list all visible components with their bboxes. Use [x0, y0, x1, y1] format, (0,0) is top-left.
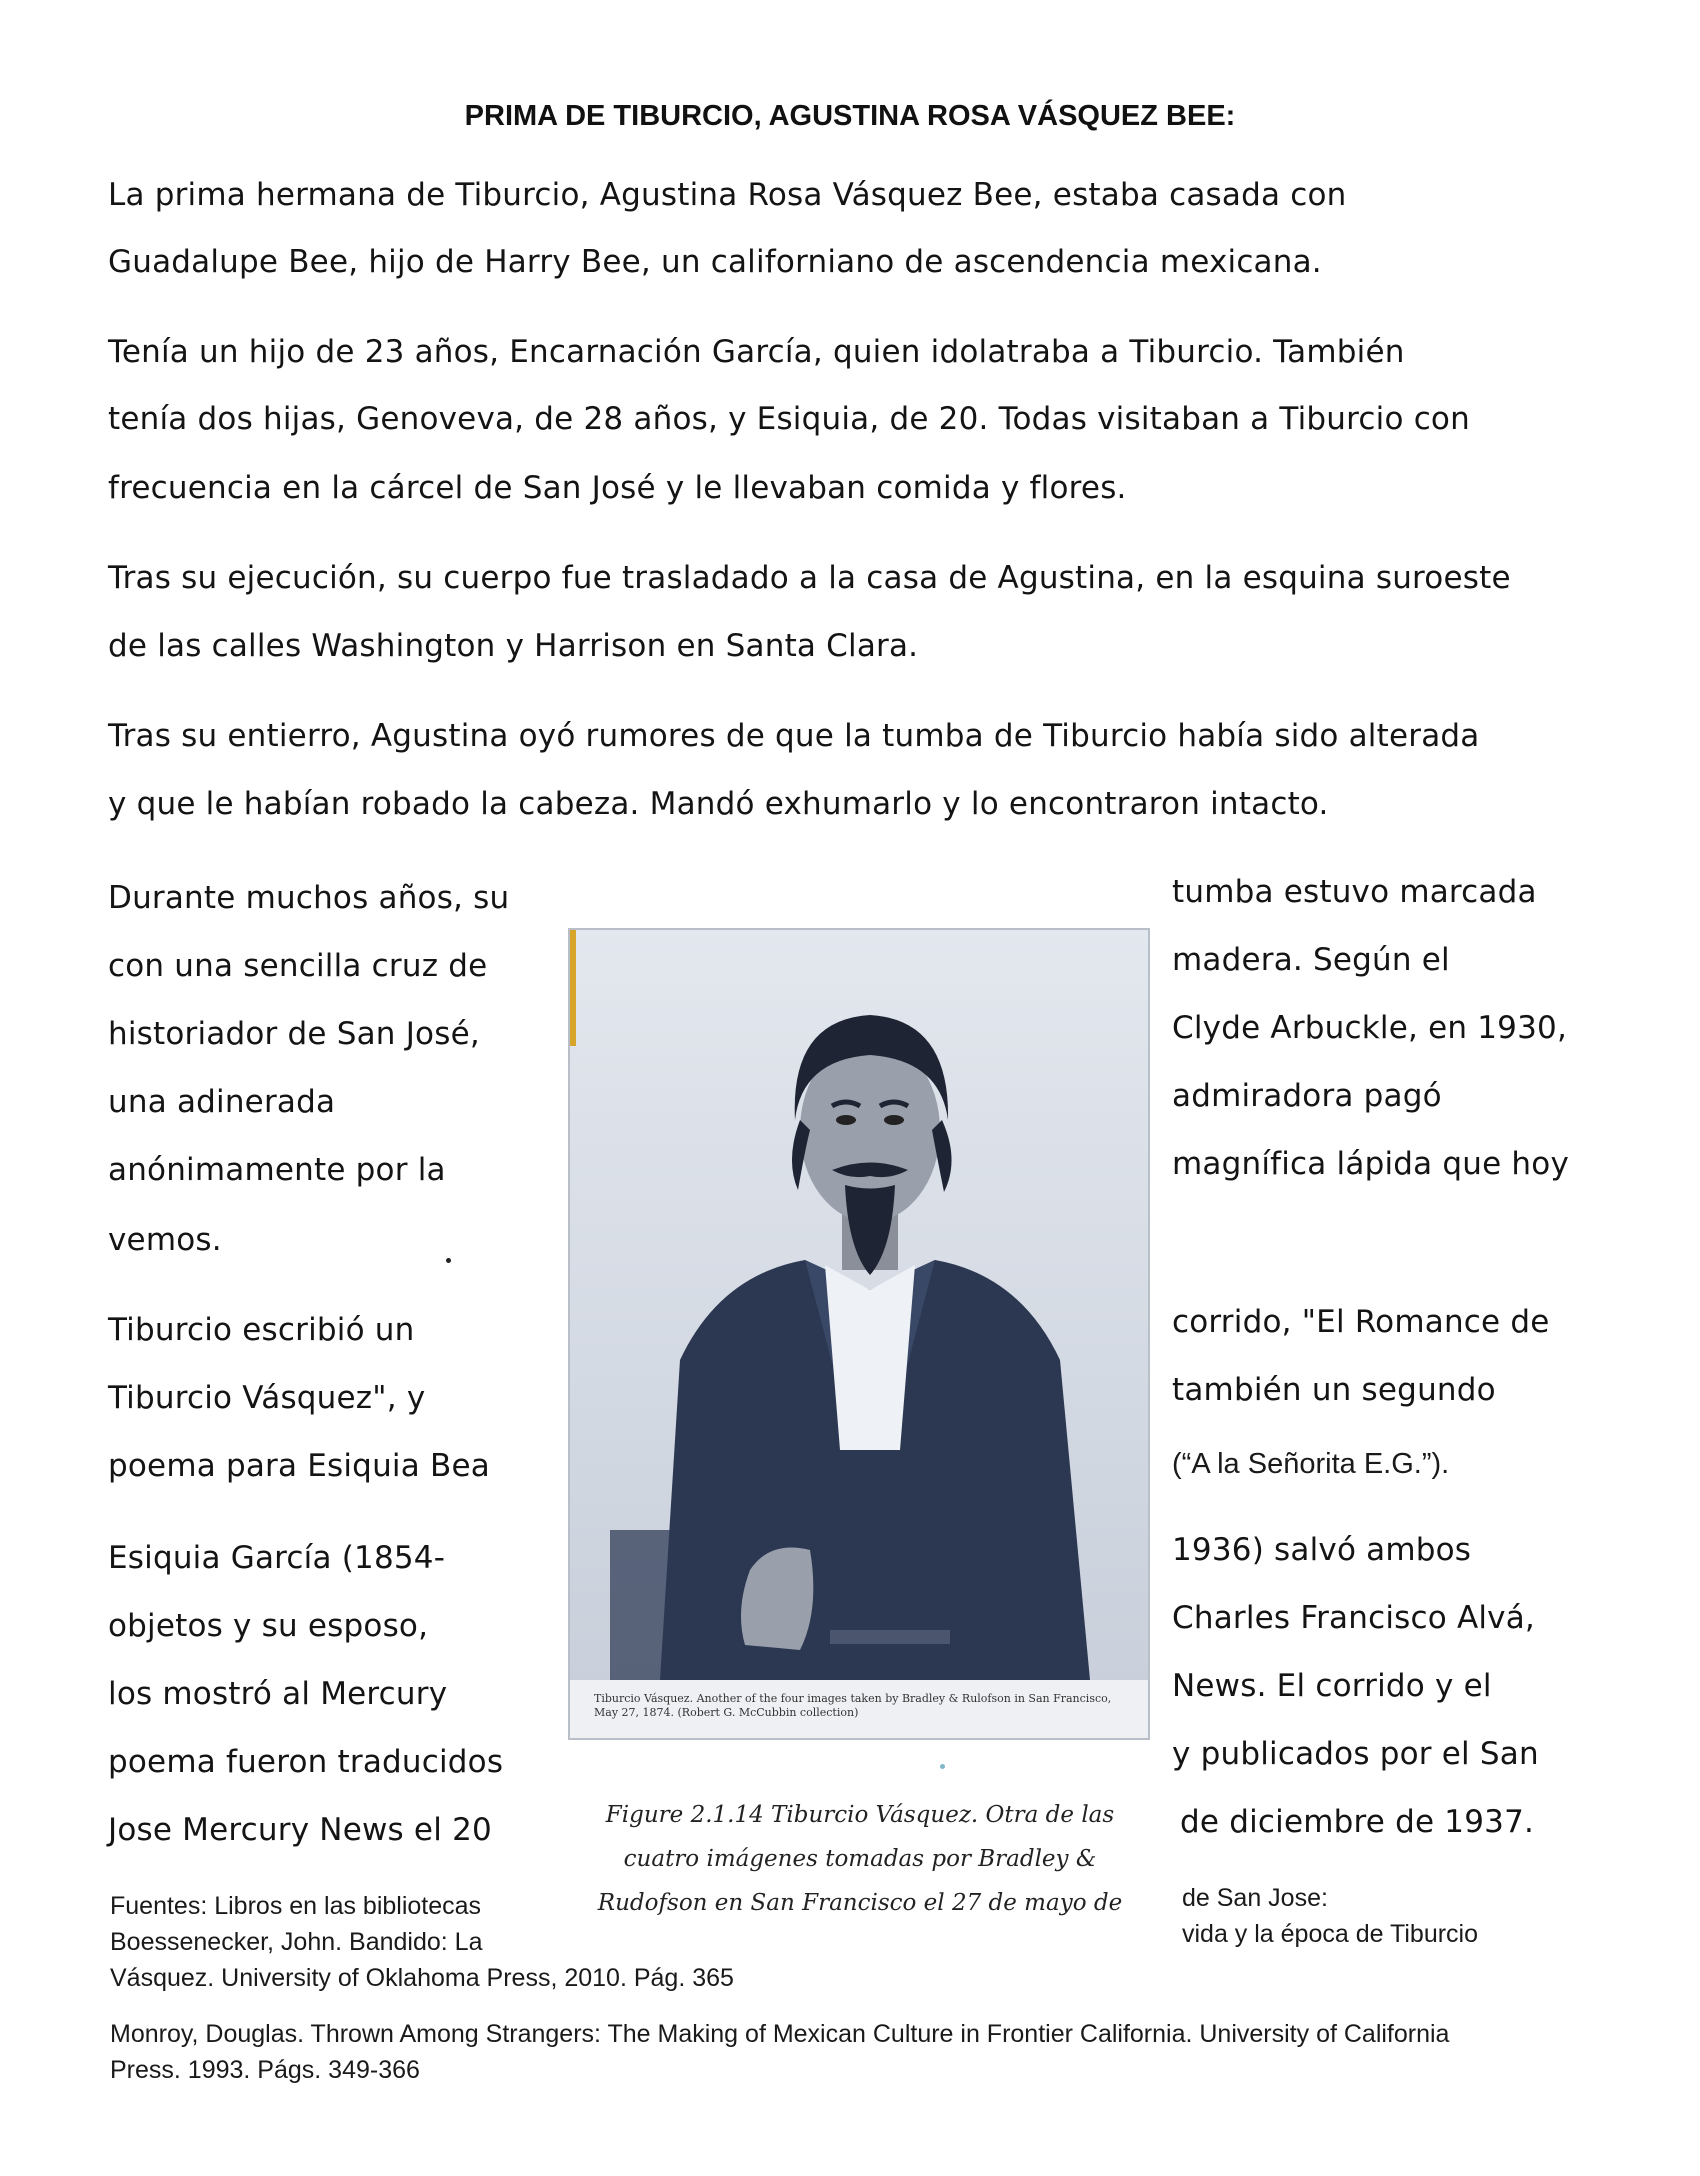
right-column-line: 1936) salvó ambos [1172, 1532, 1472, 1568]
paragraph-line: tenía dos hijas, Genoveva, de 28 años, y Esiquia, de 20. Todas visitaban a Tiburcio con [108, 401, 1470, 437]
figure-caption-line: Rudofson en San Francisco el 27 de mayo de [597, 1890, 1123, 1916]
right-column-line: News. El corrido y el [1172, 1668, 1492, 1704]
right-column-line: también un segundo [1172, 1372, 1496, 1408]
left-column-line: Tiburcio escribió un [108, 1312, 415, 1348]
figure-caption-line: cuatro imágenes tomadas por Bradley & [623, 1846, 1097, 1872]
right-column-line: Charles Francisco Alvá, [1172, 1600, 1535, 1636]
right-column-line: magnífica lápida que hoy [1172, 1146, 1569, 1182]
source-line: de San Jose: [1182, 1884, 1328, 1912]
figure-caption-line: Figure 2.1.14 Tiburcio Vásquez. Otra de las [605, 1802, 1115, 1828]
reference-line: Monroy, Douglas. Thrown Among Strangers: The Making of Mexican Culture in Frontier California. University of California [110, 2020, 1450, 2048]
right-column-line: (“A la Señorita E.G.”). [1172, 1448, 1450, 1480]
portrait-photo [568, 928, 1150, 1740]
right-column-line: corrido, "El Romance de [1172, 1304, 1550, 1340]
left-column-line: Tiburcio Vásquez", y [108, 1380, 426, 1416]
scan-speck [446, 1258, 451, 1263]
right-column-line: de diciembre de 1937. [1180, 1804, 1535, 1840]
left-column-line: anónimamente por la [108, 1152, 446, 1188]
paragraph-line: Tras su entierro, Agustina oyó rumores de que la tumba de Tiburcio había sido alterada [108, 718, 1480, 754]
left-column-line: con una sencilla cruz de [108, 948, 488, 984]
right-column-line: admiradora pagó [1172, 1078, 1442, 1114]
left-column-line: vemos. [108, 1222, 222, 1258]
right-column-line: madera. Según el [1172, 942, 1450, 978]
left-column-line: Esiquia García (1854- [108, 1540, 446, 1576]
source-line: Vásquez. University of Oklahoma Press, 2010. Pág. 365 [110, 1964, 734, 1992]
reference-line: Press. 1993. Págs. 349-366 [110, 2056, 420, 2084]
right-column-line: tumba estuvo marcada [1172, 874, 1537, 910]
paragraph-line: La prima hermana de Tiburcio, Agustina Rosa Vásquez Bee, estaba casada con [108, 177, 1347, 213]
source-line: Fuentes: Libros en las bibliotecas [110, 1892, 482, 1920]
photo-caption-area [570, 1680, 1148, 1738]
left-column-line: los mostró al Mercury [108, 1676, 448, 1712]
photo-caption: Tiburcio Vásquez. Another of the four images taken by Bradley & Rulofson in San Francisco, May 27, 1874. (Robert G. McCubbin collection) [594, 1692, 1112, 1719]
left-column-line: poema para Esiquia Bea [108, 1448, 490, 1484]
left-column-line: una adinerada [108, 1084, 336, 1120]
source-line: Boessenecker, John. Bandido: La [110, 1928, 483, 1956]
right-column-line: Clyde Arbuckle, en 1930, [1172, 1010, 1567, 1046]
page-title: PRIMA DE TIBURCIO, AGUSTINA ROSA VÁSQUEZ BEE: [464, 100, 1236, 132]
left-column-line: Durante muchos años, su [108, 880, 510, 916]
left-column-line: Jose Mercury News el 20 [108, 1812, 492, 1848]
scan-speck [940, 1764, 945, 1769]
left-column-line: historiador de San José, [108, 1016, 480, 1052]
right-column-line: y publicados por el San [1172, 1736, 1539, 1772]
left-column-line: poema fueron traducidos [108, 1744, 504, 1780]
paragraph-line: y que le habían robado la cabeza. Mandó exhumarlo y lo encontraron intacto. [108, 786, 1329, 822]
left-column-line: objetos y su esposo, [108, 1608, 429, 1644]
paragraph-line: Tenía un hijo de 23 años, Encarnación García, quien idolatraba a Tiburcio. También [108, 334, 1405, 370]
paragraph-line: frecuencia en la cárcel de San José y le llevaban comida y flores. [108, 470, 1127, 506]
paragraph-line: Guadalupe Bee, hijo de Harry Bee, un californiano de ascendencia mexicana. [108, 244, 1322, 280]
portrait-illustration [570, 930, 1148, 1680]
source-line: vida y la época de Tiburcio [1182, 1920, 1479, 1948]
paragraph-line: Tras su ejecución, su cuerpo fue trasladado a la casa de Agustina, en la esquina suroeste [108, 560, 1511, 596]
paragraph-line: de las calles Washington y Harrison en Santa Clara. [108, 628, 919, 664]
photo-edge-mark [570, 930, 576, 1046]
